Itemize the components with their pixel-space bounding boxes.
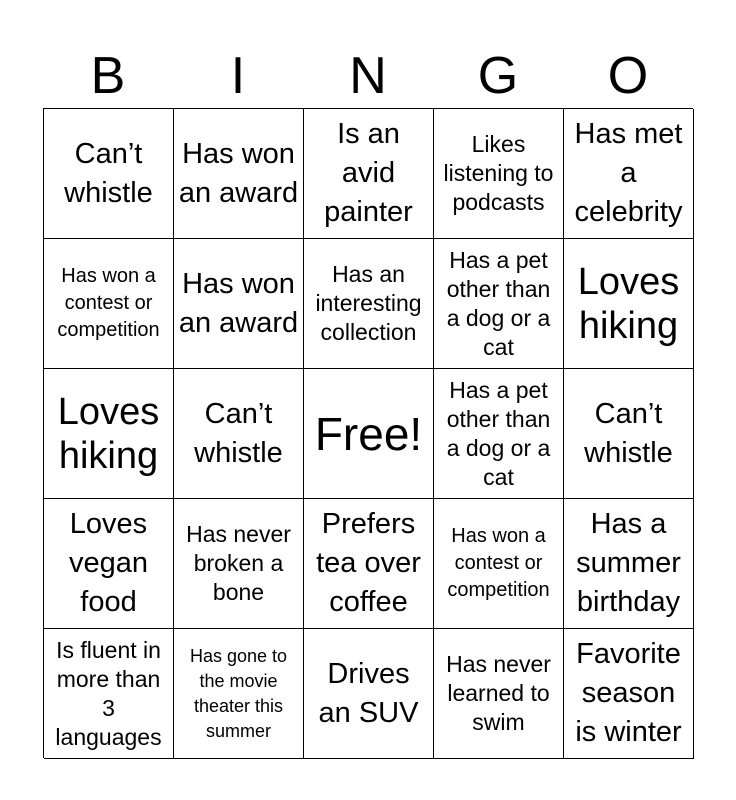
- bingo-grid: [43, 108, 693, 758]
- header-letter-g: G: [477, 47, 519, 105]
- bingo-cell[interactable]: Has a pet other than a dog or a cat: [434, 369, 564, 499]
- bingo-cell-free[interactable]: Free!: [304, 369, 434, 499]
- bingo-cell[interactable]: Loves vegan food: [44, 499, 174, 629]
- bingo-cell[interactable]: Has a summer birthday: [564, 499, 694, 629]
- header-letter-n: N: [349, 47, 387, 105]
- bingo-cell[interactable]: Has won a contest or competition: [44, 239, 174, 369]
- bingo-cell[interactable]: Can’t whistle: [174, 369, 304, 499]
- header-letter-i: I: [230, 47, 246, 105]
- bingo-cell[interactable]: Has won an award: [174, 239, 304, 369]
- header-letter-o: O: [607, 47, 649, 105]
- bingo-cell[interactable]: Has a pet other than a dog or a cat: [434, 239, 564, 369]
- bingo-cell[interactable]: Has an interesting collection: [304, 239, 434, 369]
- bingo-cell[interactable]: Can’t whistle: [564, 369, 694, 499]
- bingo-cell[interactable]: Can’t whistle: [44, 109, 174, 239]
- bingo-cell[interactable]: Favorite season is winter: [564, 629, 694, 759]
- bingo-cell[interactable]: Loves hiking: [44, 369, 174, 499]
- bingo-cell[interactable]: Is an avid painter: [304, 109, 434, 239]
- bingo-cell[interactable]: Loves hiking: [564, 239, 694, 369]
- header-letter-b: B: [90, 47, 126, 105]
- bingo-cell[interactable]: Has never broken a bone: [174, 499, 304, 629]
- bingo-cell[interactable]: Has gone to the movie theater this summer: [174, 629, 304, 759]
- bingo-cell[interactable]: Has never learned to swim: [434, 629, 564, 759]
- bingo-header: [43, 44, 693, 108]
- bingo-cell[interactable]: Drives an SUV: [304, 629, 434, 759]
- bingo-cell[interactable]: Is fluent in more than 3 languages: [44, 629, 174, 759]
- bingo-cell[interactable]: Prefers tea over coffee: [304, 499, 434, 629]
- bingo-cell[interactable]: Likes listening to podcasts: [434, 109, 564, 239]
- bingo-cell[interactable]: Has met a celebrity: [564, 109, 694, 239]
- bingo-cell[interactable]: Has won a contest or competition: [434, 499, 564, 629]
- bingo-cell[interactable]: Has won an award: [174, 109, 304, 239]
